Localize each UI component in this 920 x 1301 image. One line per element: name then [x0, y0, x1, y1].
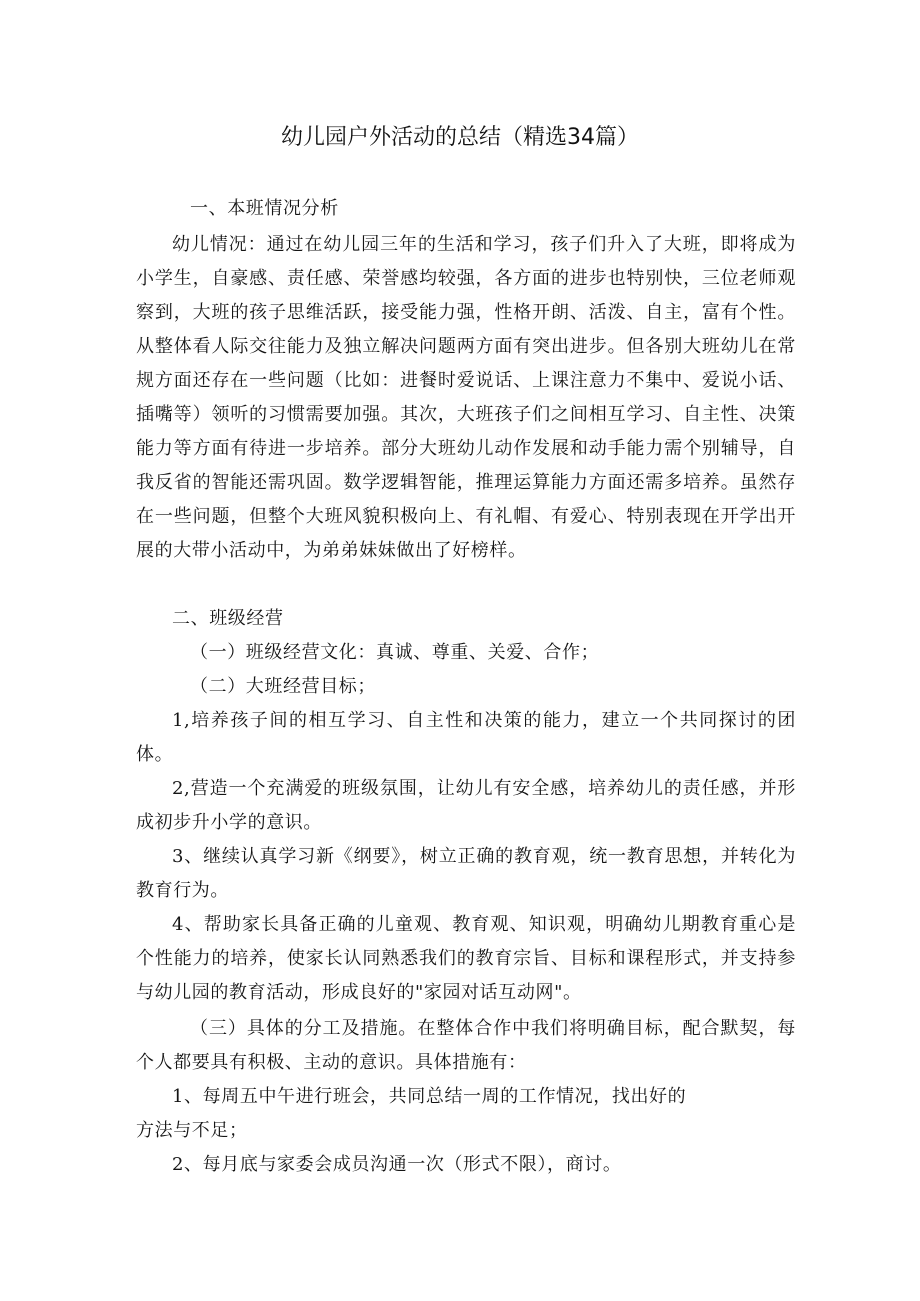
goal-item-4: 4、帮助家长具备正确的儿童观、教育观、知识观，明确幼儿期教育重心是个性能力的培养，使家长认同熟悉我们的教育宗旨、目标和课程形式，并支持参与幼儿园的教育活动，形成良好的"家园对话互动网"。: [136, 914, 796, 1003]
paragraph-child-situation: 幼儿情况：通过在幼儿园三年的生活和学习，孩子们升入了大班，即将成为小学生，自豪感、责任感、荣誉感均较强，各方面的进步也特别快，三位老师观察到，大班的孩子思维活跃，接受能力强，性格开朗、活泼、自主，富有个性。从整体看人际交往能力及独立解决问题两方面有突出进步。但各别大班幼儿在常规方面还存在一些问题（比如：进餐时爱说话、上课注意力不集中、爱说小话、插嘴等）领听的习惯需要加强。其次，大班孩子们之间相互学习、自主性、决策能力等方面有待进一步培养。部分大班幼儿动作发展和动手能力需个别辅导，自我反省的智能还需巩固。数学逻辑智能，推理运算能力方面还需多培养。虽然存在一些问题，但整个大班风貌积极向上、有礼帽、有爱心、特别表现在开学出开展的大带小活动中，为弟弟妹妹做出了好榜样。: [136, 234, 796, 561]
goal-item-1: 1,培养孩子间的相互学习、自主性和决策的能力，建立一个共同探讨的团体。: [136, 710, 796, 765]
measure-item-2: 2、每月底与家委会成员沟通一次（形式不限），商讨。: [172, 1154, 622, 1175]
subheading-culture: （一）班级经营文化：真诚、尊重、关爱、合作；: [190, 642, 600, 663]
goal-item-3: 3、继续认真学习新《纲要》，树立正确的教育观，统一教育思想，并转化为教育行为。: [136, 846, 796, 901]
document-title: 幼儿园户外活动的总结（精选34篇）: [281, 125, 639, 150]
subheading-goals: （二）大班经营目标；: [190, 676, 376, 697]
goal-item-2: 2,营造一个充满爱的班级氛围，让幼儿有安全感，培养幼儿的责任感，并形成初步升小学的意识。: [136, 778, 796, 833]
section-heading-1: 一、本班情况分析: [190, 198, 339, 219]
measure-item-1-continued: 方法与不足；: [136, 1120, 248, 1141]
section-heading-2: 二、班级经营: [172, 608, 284, 629]
measure-item-1: 1、每周五中午进行班会，共同总结一周的工作情况，找出好的: [172, 1086, 687, 1107]
subheading-division: （三）具体的分工及措施。在整体合作中我们将明确目标，配合默契，每个人都要具有积极、主动的意识。具体措施有：: [136, 1018, 796, 1073]
